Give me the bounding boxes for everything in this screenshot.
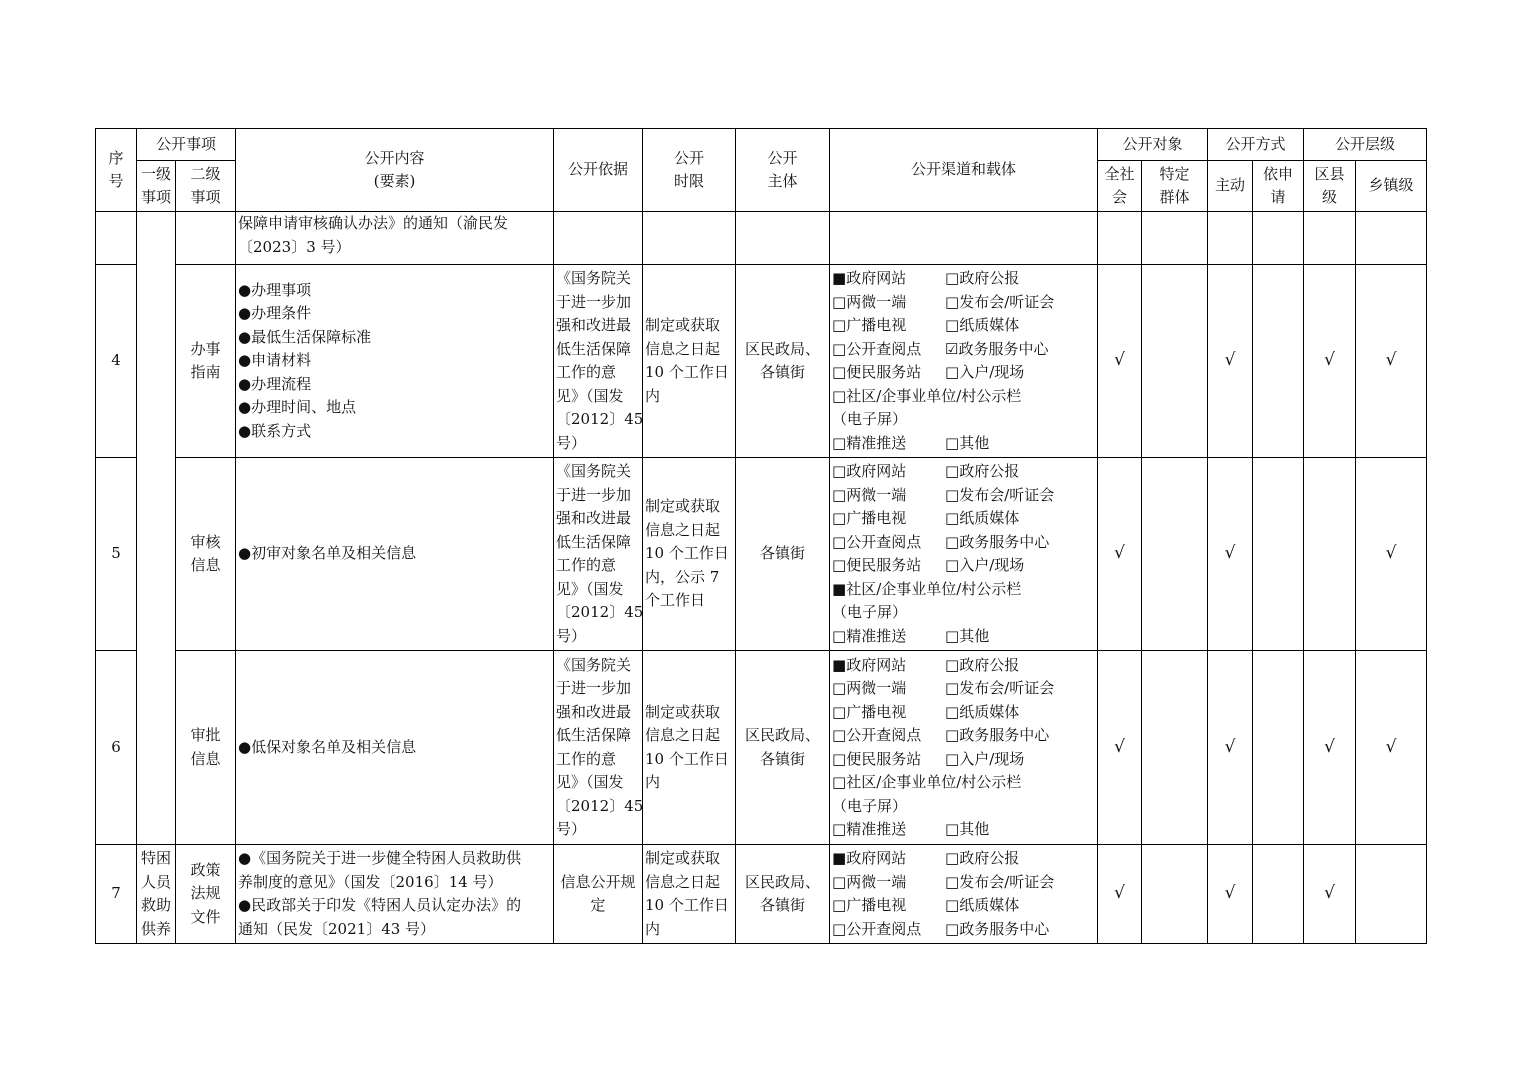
- cell-request: [1253, 458, 1304, 651]
- cell-level2: 办事 指南: [176, 265, 236, 458]
- channel-option: □发布会/听证会: [945, 485, 1055, 504]
- cell-content: 保障申请审核确认办法》的通知（渝民发 〔2023〕3 号）: [236, 212, 554, 265]
- header-seq: 序 号: [96, 129, 137, 212]
- header-level-town: 乡镇级: [1356, 161, 1427, 212]
- channel-option: □两微一端: [832, 679, 907, 697]
- channel-list: [832, 654, 1095, 842]
- header-level: 公开层级: [1304, 129, 1427, 161]
- cell-active: [1208, 212, 1253, 265]
- channel-option: □精准推送: [832, 626, 907, 645]
- header-subject: 公开 主体: [736, 129, 830, 212]
- table-row: [96, 458, 1427, 651]
- channel-list: [832, 460, 1095, 648]
- channel-option: □政府公报: [945, 849, 1020, 867]
- cell-target-all: √: [1098, 845, 1142, 944]
- cell-subject: 区民政局、 各镇街: [736, 651, 830, 845]
- channel-option: □广播电视: [832, 509, 907, 527]
- channel-option: □其他: [945, 626, 990, 645]
- cell-active: √: [1208, 651, 1253, 845]
- channel-option: （电子屏）: [832, 796, 908, 815]
- channel-option: □社区/企事业单位/村公示栏: [832, 386, 1022, 405]
- table-row-continued: [96, 212, 1427, 265]
- cell-county: √: [1304, 265, 1356, 458]
- channel-option: □两微一端: [832, 292, 907, 311]
- cell-basis: 《国务院关 于进一步加 强和改进最 低生活保障 工作的意 见》（国发 〔2012〕45 号）: [554, 265, 643, 458]
- cell-seq: 5: [96, 458, 137, 651]
- header-method-request: 依申 请: [1253, 161, 1304, 212]
- header-target-group: 特定 群体: [1142, 161, 1208, 212]
- header-level1: 一级 事项: [137, 161, 176, 212]
- channel-option: □精准推送: [832, 820, 907, 838]
- cell-target-group: [1142, 265, 1208, 458]
- channel-option: □入户/现场: [945, 363, 1025, 381]
- cell-request: [1253, 845, 1304, 944]
- header-method: 公开方式: [1208, 129, 1304, 161]
- cell-level1: 特困 人员 救助 供养: [137, 845, 176, 944]
- cell-basis: 《国务院关 于进一步加 强和改进最 低生活保障 工作的意 见》（国发 〔2012〕45 号）: [554, 651, 643, 845]
- channel-option: □入户/现场: [945, 749, 1025, 768]
- header-matter: 公开事项: [137, 129, 236, 161]
- channel-option: □纸质媒体: [945, 316, 1020, 334]
- header-level-county: 区县 级: [1304, 161, 1356, 212]
- channel-option: □政务服务中心: [945, 726, 1050, 744]
- channel-option: □政府网站: [832, 462, 907, 480]
- cell-county: √: [1304, 651, 1356, 845]
- cell-town: √: [1356, 651, 1427, 845]
- cell-active: √: [1208, 265, 1253, 458]
- cell-active: √: [1208, 845, 1253, 944]
- cell-basis: 《国务院关 于进一步加 强和改进最 低生活保障 工作的意 见》（国发 〔2012〕45 号）: [554, 458, 643, 651]
- channel-option: □其他: [945, 433, 990, 452]
- cell-active: √: [1208, 458, 1253, 651]
- cell-town: [1356, 212, 1427, 265]
- channel-option: □发布会/听证会: [945, 292, 1055, 311]
- cell-channel: [830, 845, 1098, 944]
- cell-request: [1253, 651, 1304, 845]
- channel-option: ■政府网站: [832, 269, 907, 287]
- table-row: [96, 651, 1427, 845]
- channel-option: □公开查阅点: [832, 532, 922, 551]
- channel-option: □便民服务站: [832, 556, 922, 574]
- cell-limit: 制定或获取 信息之日起 10 个工作日 内: [643, 265, 736, 458]
- cell-limit: [643, 212, 736, 265]
- cell-channel: [830, 458, 1098, 651]
- channel-option: □政府公报: [945, 269, 1020, 287]
- cell-target-group: [1142, 458, 1208, 651]
- cell-target-group: [1142, 845, 1208, 944]
- channel-option: □发布会/听证会: [945, 872, 1055, 891]
- cell-target-all: [1098, 212, 1142, 265]
- header-limit: 公开 时限: [643, 129, 736, 212]
- channel-option: □便民服务站: [832, 749, 922, 768]
- channel-option: □纸质媒体: [945, 896, 1020, 914]
- cell-county: √: [1304, 845, 1356, 944]
- channel-option: ☑政务服务中心: [945, 339, 1049, 358]
- cell-county: [1304, 458, 1356, 651]
- header-target-all: 全社 会: [1098, 161, 1142, 212]
- disclosure-table: [95, 128, 1427, 944]
- channel-option: □公开查阅点: [832, 726, 922, 744]
- cell-town: √: [1356, 265, 1427, 458]
- channel-option: □政务服务中心: [945, 919, 1050, 938]
- channel-option: □公开查阅点: [832, 919, 922, 938]
- cell-channel: [830, 212, 1098, 265]
- table-row: [96, 265, 1427, 458]
- channel-option: □两微一端: [832, 872, 907, 891]
- channel-option: □其他: [945, 820, 990, 838]
- cell-limit: 制定或获取 信息之日起 10 个工作日 内，公示 7 个工作日: [643, 458, 736, 651]
- cell-target-all: √: [1098, 458, 1142, 651]
- cell-target-all: √: [1098, 651, 1142, 845]
- cell-level2: [176, 212, 236, 265]
- cell-seq: 7: [96, 845, 137, 944]
- cell-town: √: [1356, 458, 1427, 651]
- channel-option: （电子屏）: [832, 603, 908, 621]
- cell-content: ●《国务院关于进一步健全特困人员救助供 养制度的意见》（国发〔2016〕14 号） ●民政部关于印发《特困人员认定办法》的 通知（民发〔2021〕43 号）: [236, 845, 554, 944]
- cell-request: [1253, 265, 1304, 458]
- channel-option: □发布会/听证会: [945, 679, 1055, 697]
- cell-subject: [736, 212, 830, 265]
- cell-seq: [96, 212, 137, 265]
- cell-subject: 区民政局、 各镇街: [736, 265, 830, 458]
- channel-option: ■社区/企事业单位/村公示栏: [832, 579, 1022, 598]
- cell-limit: 制定或获取 信息之日起 10 个工作日 内: [643, 651, 736, 845]
- channel-option: □政务服务中心: [945, 532, 1050, 551]
- table-row: [96, 845, 1427, 944]
- cell-county: [1304, 212, 1356, 265]
- channel-option: □政府公报: [945, 655, 1020, 674]
- header-target: 公开对象: [1098, 129, 1208, 161]
- cell-level1-merged: [137, 212, 176, 845]
- cell-basis: 信息公开规 定: [554, 845, 643, 944]
- channel-option: □政府公报: [945, 462, 1020, 480]
- cell-content: ●初审对象名单及相关信息: [236, 458, 554, 651]
- channel-option: □社区/企事业单位/村公示栏: [832, 773, 1022, 791]
- cell-content: ●低保对象名单及相关信息: [236, 651, 554, 845]
- header-row-1: [96, 129, 1427, 161]
- channel-option: □纸质媒体: [945, 702, 1020, 721]
- channel-option: ■政府网站: [832, 849, 907, 867]
- cell-channel: [830, 265, 1098, 458]
- header-level2: 二级 事项: [176, 161, 236, 212]
- cell-seq: 4: [96, 265, 137, 458]
- channel-list: [832, 847, 1095, 941]
- channel-option: □公开查阅点: [832, 339, 922, 358]
- cell-target-group: [1142, 651, 1208, 845]
- cell-seq: 6: [96, 651, 137, 845]
- channel-option: □入户/现场: [945, 556, 1025, 574]
- channel-list: [832, 267, 1095, 455]
- header-content: 公开内容 (要素): [236, 129, 554, 212]
- channel-option: □广播电视: [832, 316, 907, 334]
- channel-option: □纸质媒体: [945, 509, 1020, 527]
- cell-limit: 制定或获取 信息之日起 10 个工作日 内: [643, 845, 736, 944]
- cell-request: [1253, 212, 1304, 265]
- channel-option: （电子屏）: [832, 410, 908, 428]
- header-channel: 公开渠道和载体: [830, 129, 1098, 212]
- channel-option: □广播电视: [832, 896, 907, 914]
- cell-target-all: √: [1098, 265, 1142, 458]
- cell-channel: [830, 651, 1098, 845]
- cell-subject: 区民政局、 各镇街: [736, 845, 830, 944]
- cell-subject: 各镇街: [736, 458, 830, 651]
- cell-level2: 审批 信息: [176, 651, 236, 845]
- header-method-active: 主动: [1208, 161, 1253, 212]
- channel-option: □广播电视: [832, 702, 907, 721]
- cell-target-group: [1142, 212, 1208, 265]
- channel-option: □便民服务站: [832, 363, 922, 381]
- cell-town: [1356, 845, 1427, 944]
- channel-option: □精准推送: [832, 433, 907, 452]
- cell-level2: 审核 信息: [176, 458, 236, 651]
- channel-option: ■政府网站: [832, 655, 907, 674]
- cell-level2: 政策 法规 文件: [176, 845, 236, 944]
- cell-content: ●办理事项 ●办理条件 ●最低生活保障标准 ●申请材料 ●办理流程 ●办理时间、地点 ●联系方式: [236, 265, 554, 458]
- header-basis: 公开依据: [554, 129, 643, 212]
- channel-option: □两微一端: [832, 485, 907, 504]
- cell-basis: [554, 212, 643, 265]
